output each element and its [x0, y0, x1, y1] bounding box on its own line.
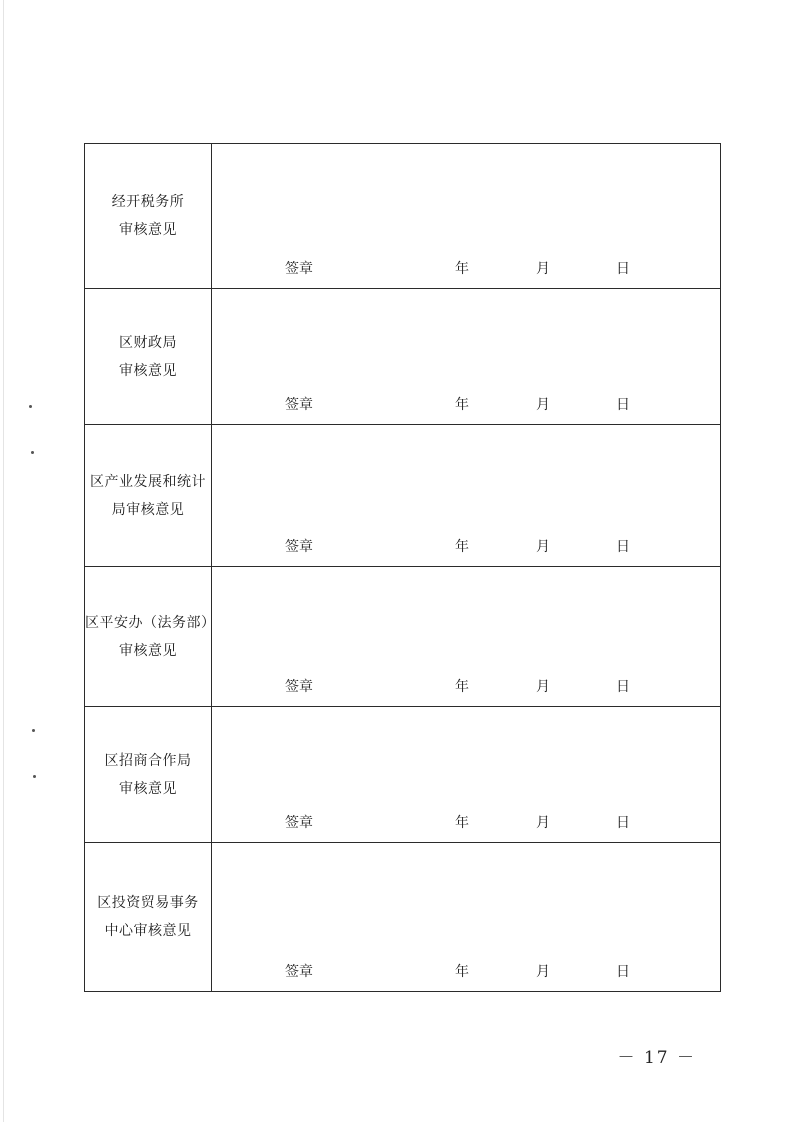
- seal-label: 签章: [285, 815, 313, 831]
- seal-label: 签章: [285, 964, 313, 980]
- signature-line: [212, 258, 720, 278]
- table-row: [85, 425, 721, 567]
- row-label-line: 中心审核意见: [104, 923, 192, 939]
- month-label: 月: [536, 964, 550, 980]
- day-label: 日: [616, 679, 630, 695]
- row-label-line: 审核意见: [119, 362, 177, 379]
- month-label: 月: [536, 397, 550, 413]
- row-label: [85, 707, 212, 843]
- row-label-line: 区财政局: [119, 334, 177, 351]
- opinion-field[interactable]: [212, 843, 721, 992]
- row-label-line: 审核意见: [119, 780, 177, 797]
- seal-label: 签章: [285, 679, 313, 695]
- row-label: [85, 289, 212, 425]
- month-label: 月: [536, 815, 550, 831]
- signature-line: [212, 394, 720, 414]
- year-label: 年: [455, 539, 469, 555]
- opinion-field[interactable]: [212, 707, 721, 843]
- signature-line: [212, 812, 720, 832]
- month-label: 月: [536, 539, 550, 555]
- row-label-line: 审核意见: [119, 222, 177, 238]
- row-label-line: 经开税务所: [111, 194, 185, 210]
- row-label: [85, 144, 212, 289]
- row-label-line: 区平安办（法务部）: [85, 614, 216, 631]
- row-label: [85, 843, 212, 992]
- row-label: [85, 567, 216, 707]
- binding-mark: [32, 729, 35, 732]
- opinion-field[interactable]: [212, 289, 721, 425]
- opinion-field[interactable]: [212, 144, 721, 289]
- year-label: 年: [455, 964, 469, 980]
- month-label: 月: [536, 261, 550, 277]
- binding-mark: [29, 405, 32, 408]
- table-row: [85, 843, 721, 992]
- table-row: [85, 144, 721, 289]
- page-number: － 17 －: [617, 1048, 696, 1068]
- binding-mark: [33, 775, 36, 778]
- day-label: 日: [616, 261, 630, 277]
- signature-line: [212, 961, 720, 981]
- day-label: 日: [616, 539, 630, 555]
- row-label-line: 区产业发展和统计: [90, 473, 206, 490]
- table-row: [85, 289, 721, 425]
- row-label-line: 区投资贸易事务: [97, 895, 199, 911]
- opinion-field[interactable]: [212, 425, 721, 567]
- day-label: 日: [616, 964, 630, 980]
- day-label: 日: [616, 815, 630, 831]
- year-label: 年: [455, 815, 469, 831]
- day-label: 日: [616, 397, 630, 413]
- signature-line: [212, 676, 720, 696]
- row-label-line: 区招商合作局: [104, 752, 192, 769]
- table-row: [85, 567, 721, 707]
- binding-mark: [31, 451, 34, 454]
- table-row: [85, 707, 721, 843]
- page-edge-line: [3, 0, 4, 1122]
- row-label: [85, 425, 212, 567]
- review-opinion-table: [84, 143, 721, 992]
- opinion-field[interactable]: [212, 567, 721, 707]
- row-label-line: 审核意见: [119, 642, 177, 659]
- row-label-line: 局审核意见: [111, 501, 185, 518]
- year-label: 年: [455, 679, 469, 695]
- year-label: 年: [455, 397, 469, 413]
- seal-label: 签章: [285, 261, 313, 277]
- month-label: 月: [536, 679, 550, 695]
- signature-line: [212, 536, 720, 556]
- seal-label: 签章: [285, 539, 313, 555]
- seal-label: 签章: [285, 397, 313, 413]
- year-label: 年: [455, 261, 469, 277]
